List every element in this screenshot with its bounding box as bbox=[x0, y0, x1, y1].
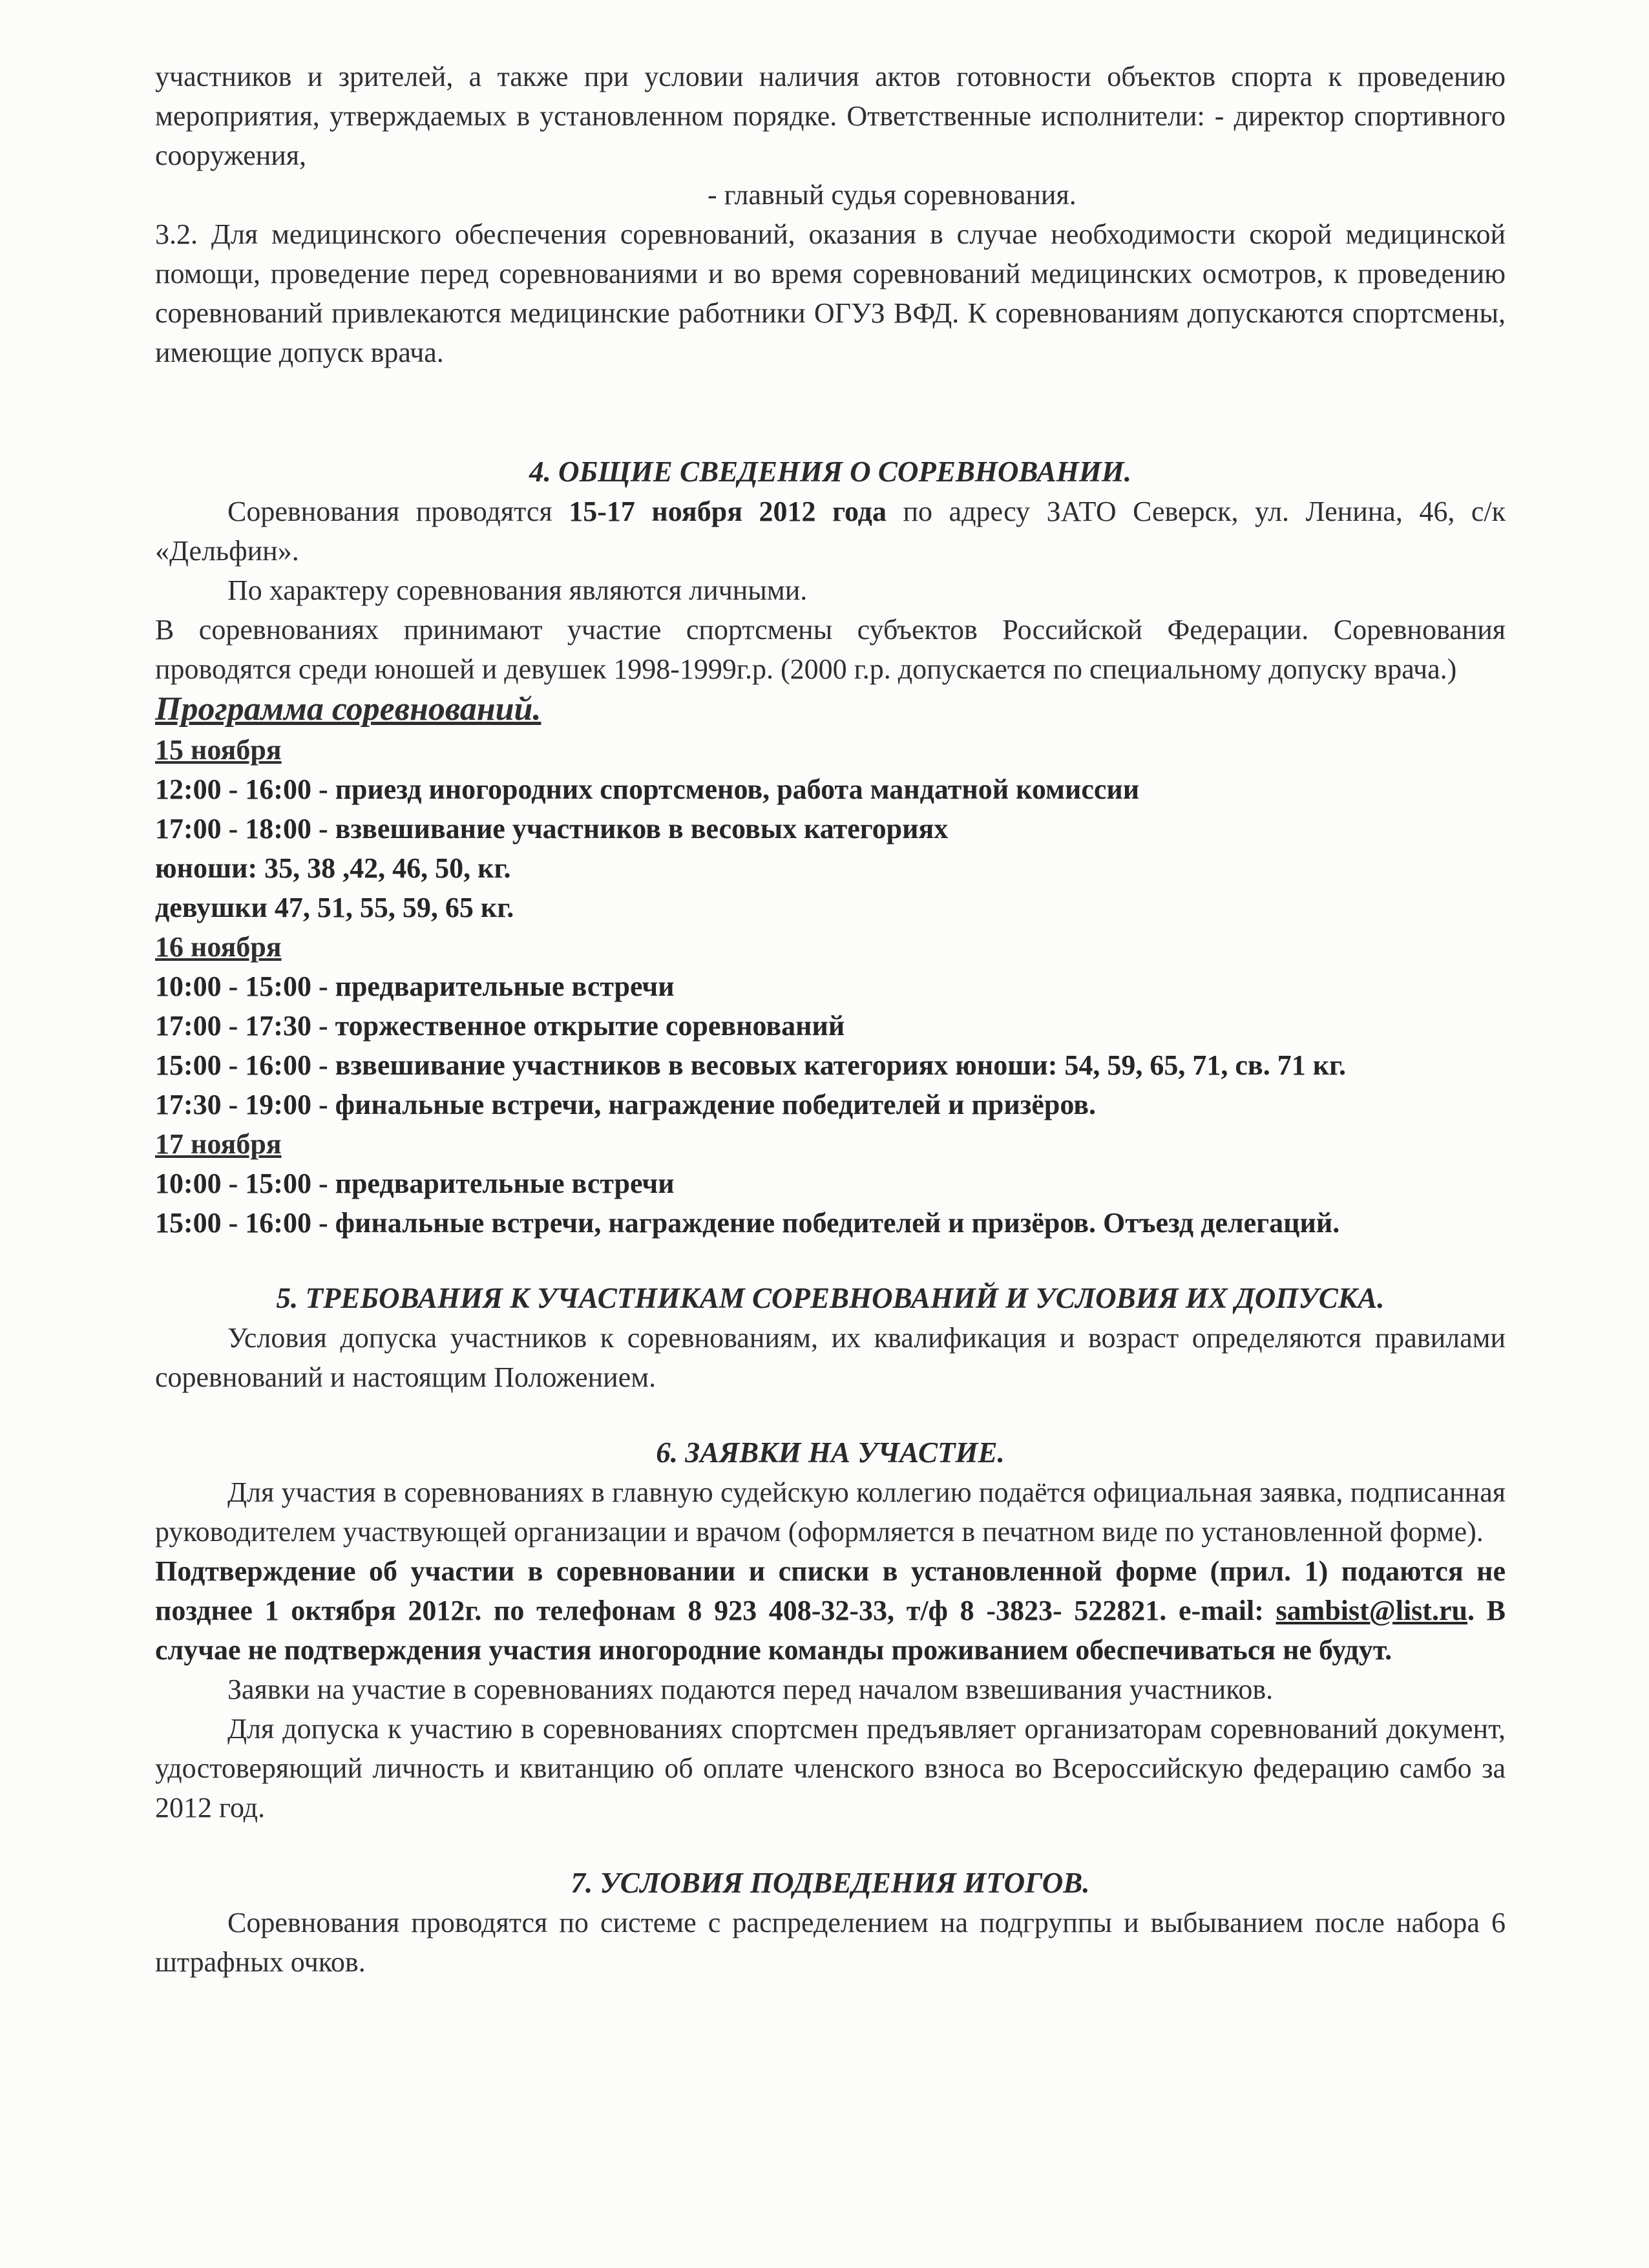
schedule-line: девушки 47, 51, 55, 59, 65 кг. bbox=[155, 892, 514, 923]
section-4-p1-post: по адресу ЗАТО Северск, ул. Ленина, 46, с/к «Дельфин». bbox=[155, 496, 1506, 567]
section-5-title: 5. ТРЕБОВАНИЯ К УЧАСТНИКАМ СОРЕВНОВАНИЙ И УСЛОВИЯ ИХ ДОПУСКА. bbox=[276, 1282, 1385, 1314]
schedule-date: 16 ноября bbox=[155, 931, 282, 963]
section-4-p1-pre: Соревнования проводятся bbox=[227, 496, 569, 527]
schedule-line: 15:00 - 16:00 - взвешивание участников в весовых категориях юноши: 54, 59, 65, 71, св. 71 кг. bbox=[155, 1049, 1347, 1081]
schedule-date: 15 ноября bbox=[155, 734, 282, 766]
section-7-paragraph-1: Соревнования проводятся по системе с распределением на подгруппы и выбыванием после набора 6 штрафных очков. bbox=[155, 1907, 1506, 1978]
intro-executor-2: - главный судья соревнования. bbox=[708, 179, 1077, 211]
schedule-line: юноши: 35, 38 ,42, 46, 50, кг. bbox=[155, 852, 511, 884]
schedule-date: 17 ноября bbox=[155, 1128, 282, 1160]
schedule-day-1 bbox=[155, 730, 1506, 927]
schedule-line: 17:30 - 19:00 - финальные встречи, награждение победителей и призёров. bbox=[155, 1089, 1097, 1120]
section-4-dates: 15-17 ноября 2012 года bbox=[569, 496, 887, 527]
section-4-paragraph-3: В соревнованиях принимают участие спортсмены субъектов Российской Федерации. Соревнования проводятся среди юношей и девушек 1998-1999г.р. (2000 г.р. допускается по специальному допуску врача.) bbox=[155, 614, 1506, 685]
program-title: Программа соревнований. bbox=[155, 691, 541, 728]
section-4-paragraph-2: По характеру соревнования являются личными. bbox=[227, 574, 808, 606]
schedule-line: 17:00 - 17:30 - торжественное открытие соревнований bbox=[155, 1010, 845, 1042]
section-4-paragraph-1 bbox=[155, 492, 1506, 571]
section-6-p2-pre: Подтверждение об участии в соревновании и списки в установленной форме (прил. 1) подаются не позднее 1 октября 2012г. по телефонам 8 923 408-32-33, т/ф 8 -3823- 522821. e-mail: bbox=[155, 1555, 1506, 1626]
section-6-p2-post: . В случае не подтверждения участия иногородние команды проживанием обеспечиваться не будут. bbox=[155, 1595, 1506, 1666]
section-6-paragraph-4: Для допуска к участию в соревнованиях спортсмен предъявляет организаторам соревнований документ, удостоверяющий личность и квитанцию об оплате членского взноса во Всероссийскую федерацию самбо за 2012 год. bbox=[155, 1713, 1506, 1823]
schedule-line: 15:00 - 16:00 - финальные встречи, награждение победителей и призёров. Отъезд делегаций. bbox=[155, 1207, 1340, 1239]
intro-paragraph: участников и зрителей, а также при условии наличия актов готовности объектов спорта к проведению мероприятия, утверждаемых в установленном порядке. Ответственные исполнители: - директор спортивного сооружения, bbox=[155, 61, 1506, 171]
section-5-paragraph-1: Условия допуска участников к соревнованиям, их квалификация и возраст определяются правилами соревнований и настоящим Положением. bbox=[155, 1322, 1506, 1393]
section-6-paragraph-3: Заявки на участие в соревнованиях подаются перед началом взвешивания участников. bbox=[227, 1674, 1274, 1705]
email-link[interactable]: sambist@list.ru bbox=[1276, 1595, 1467, 1626]
schedule-line: 12:00 - 16:00 - приезд иногородних спортсменов, работа мандатной комиссии bbox=[155, 773, 1140, 805]
schedule-line: 17:00 - 18:00 - взвешивание участников в весовых категориях bbox=[155, 813, 949, 845]
schedule-day-3 bbox=[155, 1124, 1506, 1243]
item-3-2-paragraph: 3.2. Для медицинского обеспечения соревнований, оказания в случае необходимости скорой медицинской помощи, проведение перед соревнованиями и во время соревнований медицинских осмотров, к проведению соревнований привлекаются медицинские работники ОГУЗ ВФД. К соревнованиям допускаются спортсмены, имеющие допуск врача. bbox=[155, 218, 1506, 368]
section-4-title: 4. ОБЩИЕ СВЕДЕНИЯ О СОРЕВНОВАНИИ. bbox=[529, 456, 1131, 488]
section-6-title: 6. ЗАЯВКИ НА УЧАСТИЕ. bbox=[656, 1436, 1005, 1469]
schedule-line: 10:00 - 15:00 - предварительные встречи bbox=[155, 1168, 675, 1199]
section-6-paragraph-2 bbox=[155, 1551, 1506, 1670]
section-6-paragraph-1: Для участия в соревнованиях в главную судейскую коллегию подаётся официальная заявка, подписанная руководителем участвующей организации и врачом (оформляется в печатном виде по установленной форме). bbox=[155, 1476, 1506, 1548]
section-7-title: 7. УСЛОВИЯ ПОДВЕДЕНИЯ ИТОГОВ. bbox=[571, 1867, 1090, 1899]
schedule-day-2 bbox=[155, 927, 1506, 1124]
schedule-line: 10:00 - 15:00 - предварительные встречи bbox=[155, 971, 675, 1002]
